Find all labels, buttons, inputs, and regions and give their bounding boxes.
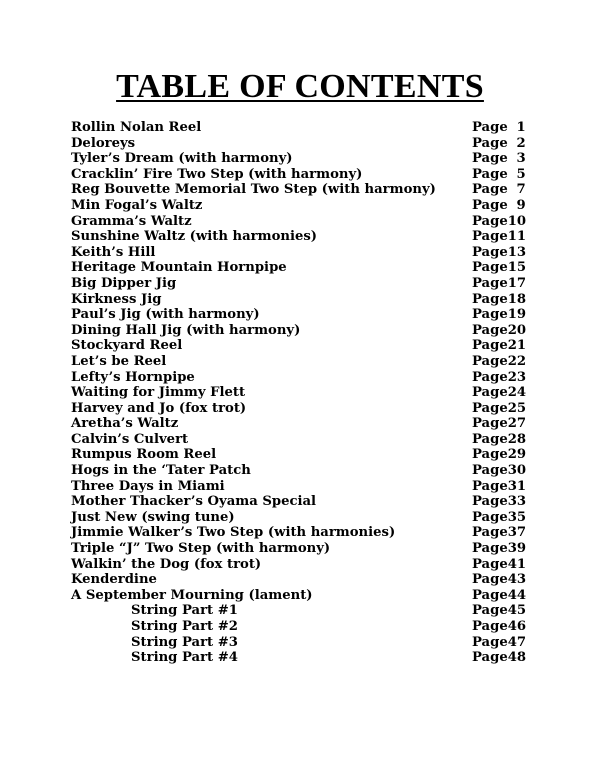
- toc-entry-page: [472, 307, 527, 323]
- toc-entry: [71, 182, 531, 198]
- toc-entry: [71, 510, 531, 526]
- toc-entry-title: Kirkness Jig: [71, 291, 162, 307]
- toc-entry-page: [472, 151, 524, 167]
- toc-entry-page: [472, 291, 527, 308]
- page-label: Page: [472, 338, 508, 354]
- toc-entry: [71, 525, 531, 541]
- page-label: Page: [472, 197, 508, 213]
- toc-entry-title: Paul’s Jig (with harmony): [71, 307, 260, 323]
- page-label: Page: [472, 509, 508, 525]
- toc-entry-title: Sunshine Waltz (with harmonies): [71, 229, 318, 245]
- page-number: 17: [507, 275, 527, 291]
- toc-entry-page: [472, 494, 527, 510]
- page-label: Page: [472, 291, 508, 307]
- toc-entry-page: [472, 182, 524, 198]
- page-number: 37: [507, 525, 527, 541]
- toc-entry-title: Mother Thacker’s Oyama Special: [71, 494, 317, 510]
- toc-entry: [71, 214, 531, 230]
- page-number: 13: [507, 244, 527, 260]
- page-label: Page: [472, 307, 508, 323]
- toc-entry-page: [472, 431, 527, 448]
- page-label: Page: [472, 135, 508, 151]
- page-label: Page: [472, 431, 508, 447]
- toc-entry-page: [472, 213, 527, 230]
- toc-entry: [71, 120, 531, 136]
- toc-entry: [71, 151, 531, 167]
- toc-entry-title: Reg Bouvette Memorial Two Step (with harmony): [71, 182, 436, 198]
- toc-entry: [71, 479, 531, 495]
- toc-entry-title: String Part #3: [131, 634, 238, 650]
- toc-entry-title: A September Mourning (lament): [71, 587, 313, 603]
- page-label: Page: [472, 478, 508, 494]
- page-number: 25: [507, 400, 527, 416]
- toc-entry: [71, 245, 531, 261]
- page-number: 2: [516, 135, 526, 151]
- page-label: Page: [472, 525, 508, 541]
- toc-entry: [71, 292, 531, 308]
- page-number: 28: [507, 431, 527, 447]
- page-number: 15: [507, 260, 527, 276]
- page-label: Page: [472, 556, 508, 572]
- toc-entry-page: [472, 634, 527, 651]
- toc-entry: [71, 276, 531, 292]
- toc-entry-title: Keith’s Hill: [71, 244, 156, 260]
- page-number: 1: [516, 120, 526, 135]
- page-title: TABLE OF CONTENTS: [116, 68, 484, 105]
- toc-entry-page: [472, 244, 527, 261]
- toc-entry: [71, 323, 531, 339]
- toc-entry-page: [472, 369, 527, 386]
- toc-entry-page: [472, 603, 527, 619]
- page-number: 24: [507, 385, 527, 401]
- toc-entry-page: [472, 541, 527, 557]
- page-label: Page: [472, 463, 508, 479]
- page-number: 22: [507, 353, 527, 369]
- page-number: 18: [507, 291, 527, 307]
- toc-entry: [71, 557, 531, 573]
- page-number: 11: [507, 229, 527, 245]
- page-label: Page: [472, 166, 508, 182]
- toc-list: [71, 120, 531, 666]
- toc-entry-page: [472, 650, 527, 666]
- toc-entry-title: Harvey and Jo (fox trot): [71, 400, 247, 416]
- toc-entry: [71, 401, 531, 417]
- toc-entry-title: Stockyard Reel: [71, 338, 183, 354]
- toc-entry-page: [472, 198, 524, 214]
- toc-entry: [71, 541, 531, 557]
- page-number: 46: [507, 619, 527, 634]
- toc-entry: [71, 307, 531, 323]
- page-number: 48: [507, 650, 527, 666]
- toc-entry: [71, 136, 531, 152]
- toc-entry-page: [472, 136, 524, 152]
- toc-entry-title: String Part #2: [131, 619, 238, 634]
- page-label: Page: [472, 213, 508, 229]
- page-number: 31: [507, 478, 527, 494]
- page-label: Page: [472, 541, 508, 557]
- page-label: Page: [472, 587, 508, 603]
- toc-entry-page: [472, 275, 527, 292]
- page-label: Page: [472, 619, 508, 634]
- page-number: 10: [507, 213, 527, 229]
- page-label: Page: [472, 494, 508, 510]
- toc-entry-page: [472, 338, 527, 354]
- page-label: Page: [472, 275, 508, 291]
- page-label: Page: [472, 260, 508, 276]
- toc-entry-page: [472, 447, 527, 463]
- toc-entry-title: Cracklin’ Fire Two Step (with harmony): [71, 166, 363, 182]
- toc-entry-page: [472, 619, 527, 635]
- toc-entry-title: Min Fogal’s Waltz: [71, 197, 203, 213]
- page-number: 23: [507, 369, 527, 385]
- toc-entry: [71, 198, 531, 214]
- page-label: Page: [472, 447, 508, 463]
- page-label: Page: [472, 416, 508, 432]
- toc-entry: [71, 463, 531, 479]
- toc-entry: [71, 494, 531, 510]
- toc-entry: [71, 167, 531, 183]
- toc-entry: [71, 432, 531, 448]
- page-label: Page: [472, 572, 508, 588]
- toc-entry-title: Rollin Nolan Reel: [71, 120, 202, 135]
- toc-entry: [71, 635, 531, 651]
- toc-entry-title: Dining Hall Jig (with harmony): [71, 322, 301, 338]
- page-number: 21: [507, 338, 527, 354]
- toc-entry-page: [472, 416, 527, 432]
- page-number: 47: [507, 634, 527, 650]
- toc-entry-title: Waiting for Jimmy Flett: [71, 385, 246, 401]
- toc-entry-title: Triple “J” Two Step (with harmony): [71, 541, 331, 557]
- page-label: Page: [472, 229, 508, 245]
- toc-entry-page: [472, 353, 527, 370]
- toc-entry-title: String Part #1: [131, 603, 238, 619]
- toc-entry-title: Tyler’s Dream (with harmony): [71, 151, 293, 167]
- toc-entry: [71, 260, 531, 276]
- toc-entry: [71, 572, 531, 588]
- toc-entry-page: [472, 478, 527, 495]
- toc-entry-page: [472, 525, 527, 541]
- page-label: Page: [472, 322, 508, 338]
- page-number: 7: [516, 182, 526, 198]
- toc-entry-title: Walkin’ the Dog (fox trot): [71, 556, 262, 572]
- toc-entry-title: Big Dipper Jig: [71, 275, 177, 291]
- page-label: Page: [472, 385, 508, 401]
- page-number: 44: [507, 587, 527, 603]
- toc-entry-page: [472, 167, 524, 183]
- toc-entry-page: [472, 385, 527, 401]
- toc-entry-title: Jimmie Walker’s Two Step (with harmonies): [71, 525, 396, 541]
- page-label: Page: [472, 369, 508, 385]
- toc-entry: [71, 338, 531, 354]
- page-label: Page: [472, 182, 508, 198]
- toc-entry-title: String Part #4: [131, 650, 238, 666]
- page-number: 19: [507, 307, 527, 323]
- page-number: 35: [507, 509, 527, 525]
- toc-entry-title: Kenderdine: [71, 572, 157, 588]
- page-number: 20: [507, 322, 527, 338]
- toc-entry: [71, 619, 531, 635]
- page-number: 3: [516, 151, 526, 167]
- toc-entry-page: [472, 400, 527, 417]
- page-number: 43: [507, 572, 527, 588]
- toc-entry-title: Let’s be Reel: [71, 353, 167, 369]
- toc-entry-page: [472, 322, 527, 339]
- toc-entry: [71, 603, 531, 619]
- page-number: 41: [507, 556, 527, 572]
- toc-entry: [71, 416, 531, 432]
- toc-entry-title: Rumpus Room Reel: [71, 447, 217, 463]
- toc-entry: [71, 370, 531, 386]
- toc-entry: [71, 588, 531, 604]
- toc-entry-page: [472, 572, 527, 588]
- toc-entry: [71, 229, 531, 245]
- toc-entry-page: [472, 229, 527, 245]
- toc-entry: [71, 354, 531, 370]
- toc-entry: [71, 650, 531, 666]
- page-number: 39: [507, 541, 527, 557]
- page-number: 33: [507, 494, 527, 510]
- toc-entry-page: [472, 587, 527, 604]
- toc-entry-title: Gramma’s Waltz: [71, 213, 192, 229]
- page-number: 27: [507, 416, 527, 432]
- toc-entry-page: [472, 260, 527, 276]
- page-label: Page: [472, 151, 508, 167]
- toc-entry-title: Just New (swing tune): [71, 509, 235, 525]
- page-label: Page: [472, 120, 508, 135]
- toc-entry-page: [472, 509, 527, 526]
- toc-entry-title: Aretha’s Waltz: [71, 416, 179, 432]
- page-number: 45: [507, 603, 527, 619]
- toc-entry-title: Lefty’s Hornpipe: [71, 369, 195, 385]
- toc-entry-title: Deloreys: [71, 135, 136, 151]
- toc-entry-title: Three Days in Miami: [71, 478, 225, 494]
- toc-entry-title: Hogs in the ‘Tater Patch: [71, 463, 251, 479]
- toc-entry: [71, 447, 531, 463]
- toc-entry-title: Heritage Mountain Hornpipe: [71, 260, 287, 276]
- toc-entry-page: [472, 556, 527, 573]
- page-label: Page: [472, 353, 508, 369]
- page-number: 9: [516, 197, 526, 213]
- toc-entry-page: [472, 120, 524, 136]
- page-label: Page: [472, 400, 508, 416]
- page-label: Page: [472, 634, 508, 650]
- page-label: Page: [472, 244, 508, 260]
- page-number: 5: [516, 166, 526, 182]
- toc-entry-page: [472, 463, 527, 479]
- toc-entry: [71, 385, 531, 401]
- page-number: 29: [507, 447, 527, 463]
- page-label: Page: [472, 650, 508, 666]
- page-label: Page: [472, 603, 508, 619]
- page-number: 30: [507, 463, 527, 479]
- toc-entry-title: Calvin’s Culvert: [71, 431, 189, 447]
